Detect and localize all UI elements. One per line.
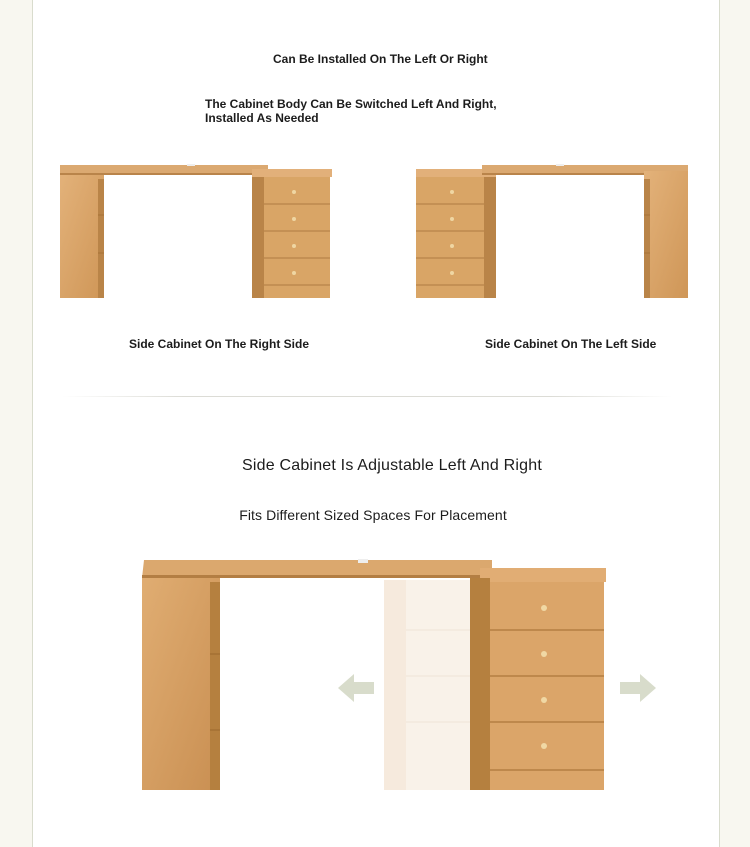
adjustable-subtitle: Fits Different Sized Spaces For Placement [239,507,507,523]
adjustable-desk-image [140,558,660,792]
install-subheading-line2: Installed As Needed [205,111,319,125]
install-subheading [205,97,497,125]
section-divider [62,396,672,397]
caption-left-side: Side Cabinet On The Left Side [485,337,657,351]
install-subheading-line1: The Cabinet Body Can Be Switched Left And Right, [205,97,497,111]
install-heading: Can Be Installed On The Left Or Right [273,52,488,66]
adjustable-title: Side Cabinet Is Adjustable Left And Right [242,457,542,474]
caption-right-side: Side Cabinet On The Right Side [129,337,310,351]
desk-left-cabinet-image [416,163,690,300]
desk-right-cabinet-image [60,163,334,300]
